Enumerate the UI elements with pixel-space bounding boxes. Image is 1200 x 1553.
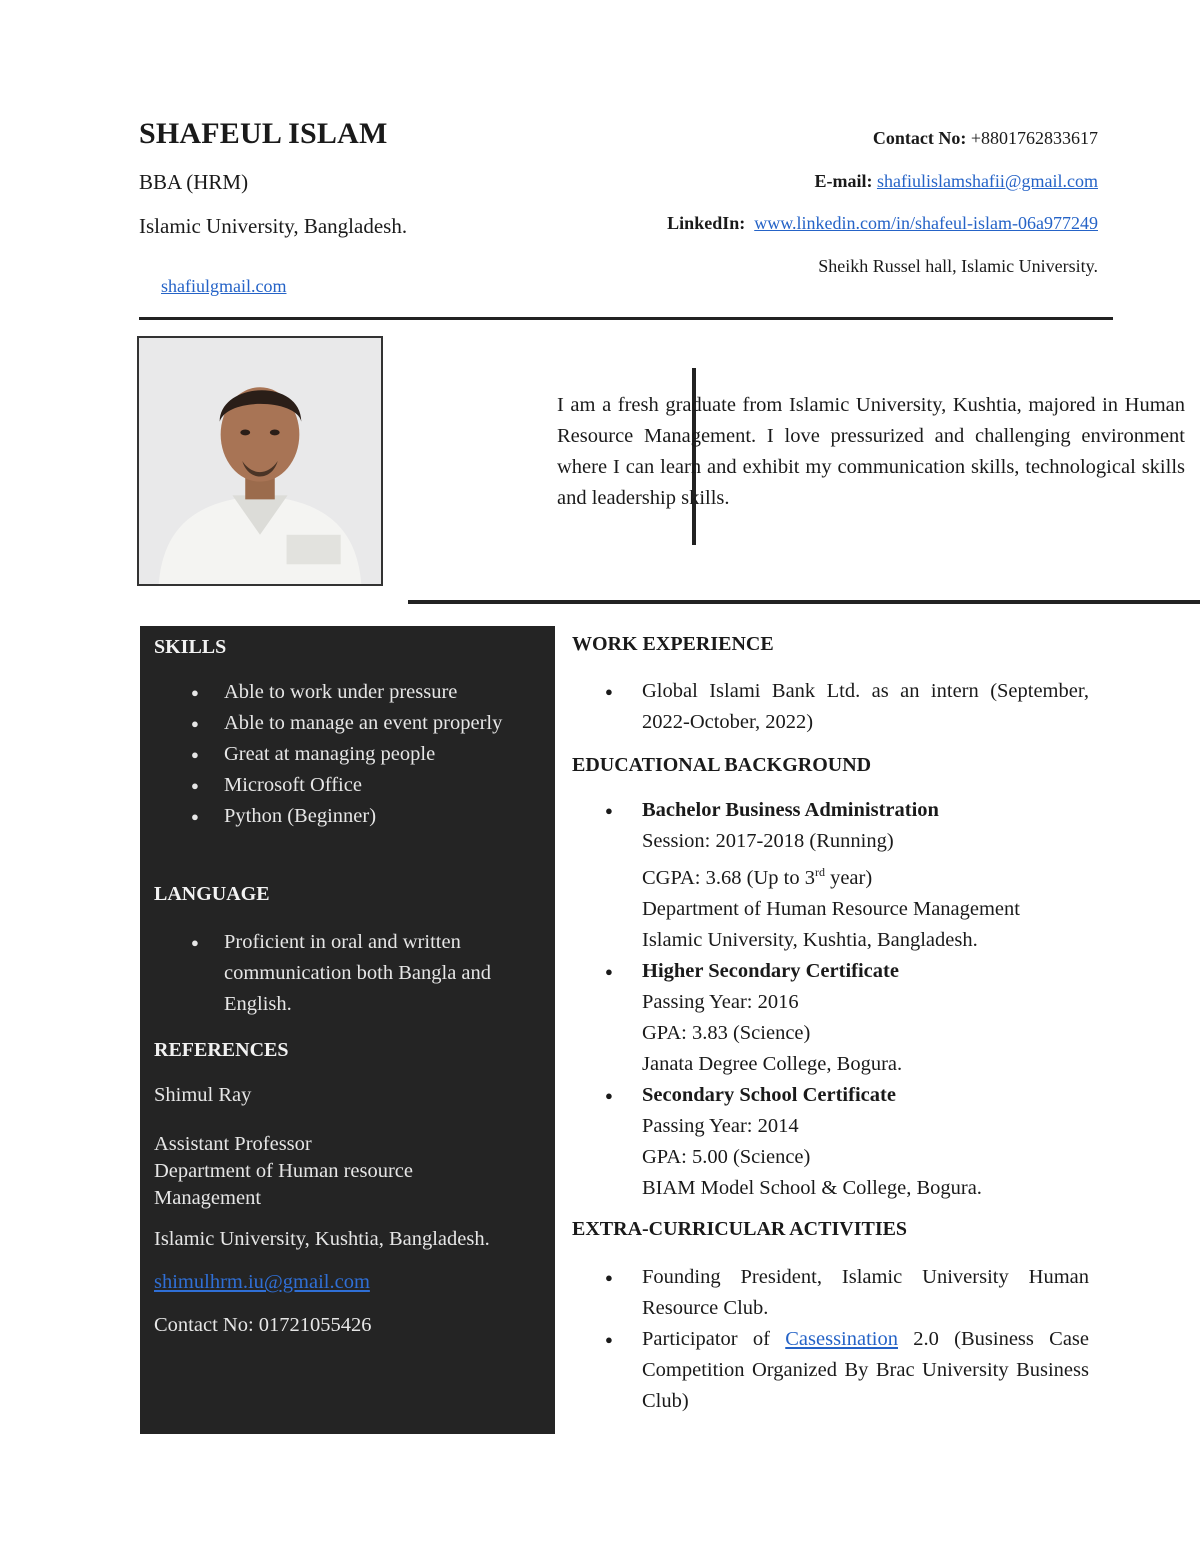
language-heading: LANGUAGE bbox=[154, 883, 270, 905]
contact-label: Contact No: bbox=[872, 128, 967, 148]
education-list bbox=[572, 795, 1089, 1204]
university: Islamic University, Bangladesh. bbox=[139, 214, 408, 238]
casessination-link[interactable]: Casessination bbox=[785, 1328, 898, 1350]
list-item bbox=[572, 956, 1089, 1080]
person-portrait-icon bbox=[139, 338, 381, 584]
education-session: Session: 2017-2018 (Running) bbox=[642, 830, 894, 852]
references-heading: REFERENCES bbox=[154, 1039, 289, 1061]
education-title: ● Secondary School Certificate bbox=[642, 1083, 896, 1106]
reference-title-line: Management bbox=[154, 1187, 262, 1209]
address: Sheikh Russel hall, Islamic University. bbox=[818, 256, 1098, 276]
list-item: ● Great at managing people bbox=[154, 739, 540, 770]
list-item: ● Microsoft Office bbox=[154, 770, 540, 801]
email-link-left[interactable]: shafiulgmail.com bbox=[161, 276, 287, 296]
education-gpa: GPA: 5.00 (Science) bbox=[642, 1145, 811, 1168]
skills-list bbox=[154, 677, 540, 832]
education-department: Department of Human Resource Management bbox=[642, 897, 1020, 920]
reference-title bbox=[154, 1131, 413, 1212]
linkedin-label: LinkedIn: bbox=[667, 213, 746, 233]
education-heading: EDUCATIONAL BACKGROUND bbox=[572, 754, 872, 776]
list-item: ● Able to manage an event properly bbox=[154, 708, 540, 739]
list-item: ● Founding President, Islamic University Human Resource Club. bbox=[572, 1262, 1089, 1324]
extracurricular-list bbox=[572, 1262, 1089, 1417]
linkedin-line bbox=[667, 213, 1098, 234]
profile-photo bbox=[137, 336, 383, 586]
email-link[interactable]: shafiulislamshafii@gmail.com bbox=[876, 171, 1098, 191]
education-institution: Janata Degree College, Bogura. bbox=[642, 1052, 903, 1075]
education-institution: BIAM Model School & College, Bogura. bbox=[642, 1176, 982, 1199]
education-title: ● Bachelor Business Administration bbox=[642, 799, 939, 821]
email-label: E-mail: bbox=[814, 171, 873, 191]
contact-line bbox=[873, 128, 1098, 149]
list-item: ● Proficient in oral and written communication both Bangla and English. bbox=[154, 927, 540, 1020]
header-divider bbox=[139, 317, 1113, 320]
candidate-name: SHAFEUL ISLAM bbox=[139, 117, 388, 150]
linkedin-link[interactable]: www.linkedin.com/in/shafeul-islam-06a977249 bbox=[754, 213, 1098, 233]
reference-email-link[interactable]: shimulhrm.iu@gmail.com bbox=[154, 1271, 370, 1293]
language-list bbox=[154, 927, 540, 1020]
list-item: ● Global Islami Bank Ltd. as an intern (September, 2022-October, 2022) bbox=[572, 676, 1089, 738]
reference-title-line: Department of Human resource bbox=[154, 1160, 413, 1182]
reference-contact: Contact No: 01721055426 bbox=[154, 1314, 372, 1336]
contact-value: +8801762833617 bbox=[970, 128, 1098, 148]
education-title: ● Higher Secondary Certificate bbox=[642, 959, 899, 982]
work-list bbox=[572, 676, 1089, 738]
work-experience-heading: WORK EXPERIENCE bbox=[572, 633, 774, 655]
email-line bbox=[814, 171, 1098, 192]
education-year: Passing Year: 2014 bbox=[642, 1114, 799, 1137]
skills-heading: SKILLS bbox=[154, 636, 227, 658]
education-cgpa: CGPA: 3.68 (Up to 3rd year) bbox=[642, 865, 873, 889]
extracurricular-heading: EXTRA-CURRICULAR ACTIVITIES bbox=[572, 1218, 908, 1240]
reference-title-line: Assistant Professor bbox=[154, 1133, 312, 1155]
list-item: ● Python (Beginner) bbox=[154, 801, 540, 832]
profile-summary: I am a fresh graduate from Islamic University, Kushtia, majored in Human Resource Management. I love pressurized and challenging environment where I can learn and exhibit my communication skills, technological skills and leadership skills. bbox=[557, 394, 1185, 509]
list-item bbox=[572, 795, 1089, 956]
sidebar-panel bbox=[140, 626, 555, 1434]
degree: BBA (HRM) bbox=[139, 170, 249, 194]
reference-institution: Islamic University, Kushtia, Bangladesh. bbox=[154, 1228, 490, 1250]
education-institution: Islamic University, Kushtia, Bangladesh. bbox=[642, 928, 978, 951]
education-year: Passing Year: 2016 bbox=[642, 990, 799, 1013]
list-item: ● Able to work under pressure bbox=[154, 677, 540, 708]
list-item: ● Participator of Casessination 2.0 (Business Case Competition Organized By Brac University Business Club) bbox=[572, 1324, 1089, 1417]
education-gpa: GPA: 3.83 (Science) bbox=[642, 1021, 811, 1044]
section-divider bbox=[408, 600, 1200, 604]
list-item bbox=[572, 1080, 1089, 1204]
reference-name: Shimul Ray bbox=[154, 1084, 252, 1106]
